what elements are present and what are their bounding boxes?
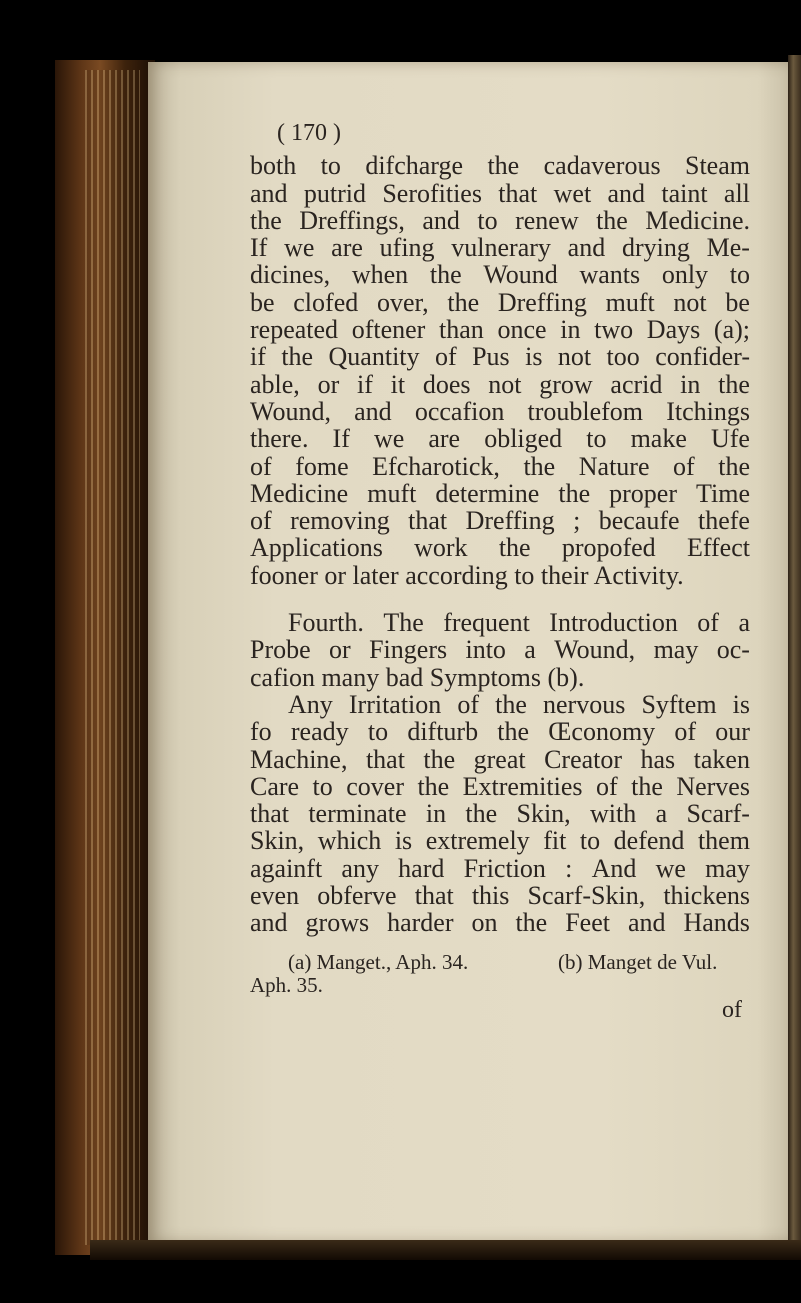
text-line: Machine, that the great Creator has taken: [250, 744, 750, 774]
text-line: able, or if it does not grow acrid in the: [250, 369, 750, 399]
text-line: both to difcharge the cadaverous Steam: [250, 151, 750, 181]
text-line: Probe or Fingers into a Wound, may oc-: [250, 635, 750, 665]
text-line: fooner or later according to their Activity.: [250, 560, 684, 590]
page-edges-bottom: [90, 1240, 801, 1260]
text-line: Fourth. The frequent Introduction of a: [288, 608, 750, 638]
footnote-a-continued: Aph. 35.: [250, 972, 323, 997]
text-line: there. If we are obliged to make Ufe: [250, 424, 750, 454]
text-line: Skin, which is extremely fit to defend them: [250, 826, 750, 856]
text-line: of fome Efcharotick, the Nature of the: [250, 451, 750, 481]
text-line: and putrid Serofities that wet and taint all: [250, 178, 750, 208]
text-line: againft any hard Friction : And we may: [250, 853, 750, 883]
text-line: repeated oftener than once in two Days (a);: [250, 315, 750, 345]
page-number: ( 170 ): [277, 120, 341, 146]
footnote-a: (a) Manget., Aph. 34.: [288, 949, 469, 974]
paragraph-3: [250, 691, 750, 937]
text-line: fo ready to difturb the Œconomy of our: [250, 717, 750, 747]
text-line: Wound, and occafion troublefom Itchings: [250, 396, 750, 426]
text-line: and grows harder on the Feet and Hands: [250, 908, 750, 938]
text-line: of removing that Dreffing ; becaufe thefe: [250, 506, 750, 536]
page-text: [250, 120, 750, 1024]
text-line: Any Irritation of the nervous Syftem is: [288, 689, 750, 719]
footnotes: [250, 951, 750, 997]
text-line: Applications work the propofed Effect: [250, 533, 750, 563]
catchword: of: [722, 996, 742, 1023]
text-line: If we are ufing vulnerary and drying Me-: [250, 233, 750, 263]
text-line: Medicine muft determine the proper Time: [250, 478, 750, 508]
text-line: Care to cover the Extremities of the Nerves: [250, 771, 750, 801]
text-line: that terminate in the Skin, with a Scarf-: [250, 799, 750, 829]
page-edges-left: [85, 70, 140, 1245]
text-line: be clofed over, the Dreffing muft not be: [250, 287, 750, 317]
page-edges-right: [788, 55, 801, 1255]
paragraph-1: [250, 152, 750, 589]
text-line: cafion many bad Symptoms (b).: [250, 662, 585, 692]
text-line: if the Quantity of Pus is not too confider-: [250, 342, 750, 372]
text-line: even obferve that this Scarf-Skin, thickens: [250, 881, 750, 911]
footnote-b: (b) Manget de Vul.: [558, 949, 718, 974]
text-line: the Dreffings, and to renew the Medicine.: [250, 205, 750, 235]
paragraph-2: [250, 609, 750, 691]
text-line: dicines, when the Wound wants only to: [250, 260, 750, 290]
